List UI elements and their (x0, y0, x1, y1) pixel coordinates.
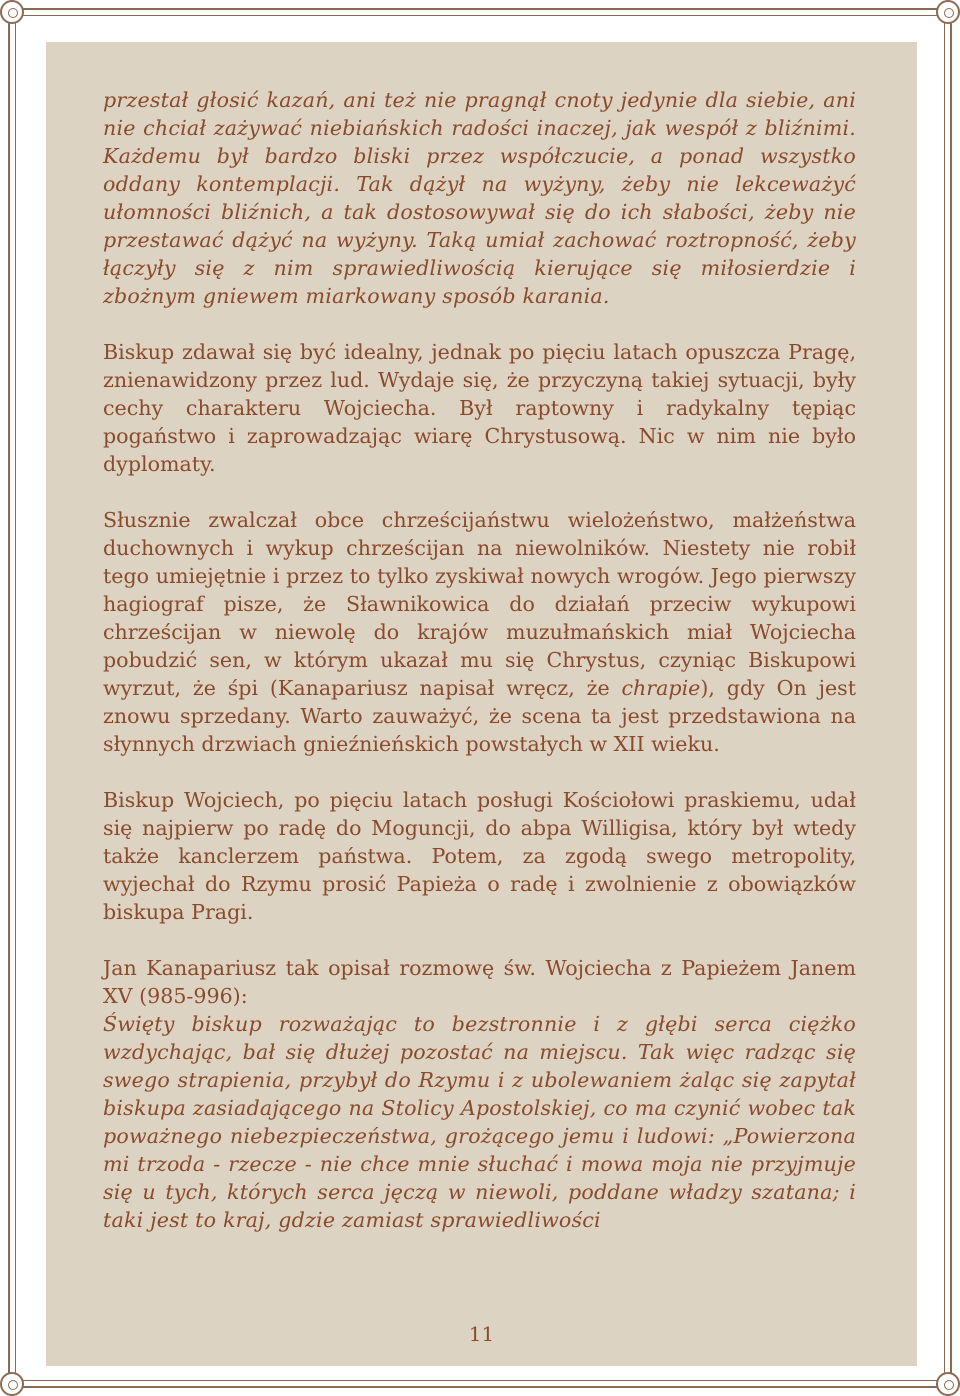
corner-ornament-bottom-left (0, 1372, 24, 1396)
corner-ornament-top-left (0, 0, 24, 24)
corner-ornament-bottom-right (936, 1372, 960, 1396)
corner-ornament-top-right (936, 0, 960, 24)
paragraph-3-italic-word: chrapie (621, 676, 701, 700)
paragraph-3 (103, 506, 856, 758)
page-number: 11 (468, 1322, 495, 1346)
paragraph-3-text-a: Słusznie zwalczał obce chrześcijaństwu wielożeństwo, małżeństwa duchownych i wykup chrześcijan na niewolników. Niestety nie robił tego umiejętnie i przez to tylko zyskiwał nowych wrogów. Jego pierwszy hagiograf pisze, że Sławnikowica do działań przeciw wykupowi chrześcijan w niewolę do krajów muzułmańskich miał Wojciecha pobudzić sen, w którym ukazał mu się Chrystus, czyniąc Biskupowi wyrzut, że śpi (Kanapariusz napisał wręcz, że (103, 508, 856, 700)
paragraph-1: przestał głosić kazań, ani też nie pragnął cnoty jedynie dla siebie, ani nie chciał zażywać niebiańskich radości inaczej, jak wespół z bliźnimi. Każdemu był bardzo bliski przez współczucie, a ponad wszystko oddany kontemplacji. Tak dążył na wyżyny, żeby nie lekceważyć ułomności bliźnich, a tak dostosowywał się do ich słabości, żeby nie przestawać dążyć na wyżyny. Taką umiał zachować roztropność, żeby łączyły się z nim sprawiedliwością kierujące się miłosierdzie i zbożnym gniewem miarkowany sposób karania. (103, 88, 856, 308)
paragraph-5: Jan Kanapariusz tak opisał rozmowę św. Wojciecha z Papieżem Janem XV (985-996): (103, 956, 856, 1008)
paragraph-4: Biskup Wojciech, po pięciu latach posługi Kościołowi praskiemu, udał się najpierw po radę do Moguncji, do abpa Willigisa, który był wtedy także kanclerzem państwa. Potem, za zgodą swego metropolity, wyjechał do Rzymu prosić Papieża o radę i zwolnienie z obowiązków biskupa Pragi. (103, 788, 856, 924)
paragraph-2: Biskup zdawał się być idealny, jednak po pięciu latach opuszcza Pragę, znienawidzony przez lud. Wydaje się, że przyczyną takiej sytuacji, były cechy charakteru Wojciecha. Był raptowny i radykalny tępiąc pogaństwo i zaprowadzając wiarę Chrystusową. Nic w nim nie było dyplomaty. (103, 340, 856, 476)
paragraph-3-text-b: ), gdy On jest znowu sprzedany. Warto zauważyć, że scena ta jest przedstawiona na słynnych drzwiach gnieźnieńskich powstałych w XII wieku. (103, 676, 856, 756)
paragraph-6-quote: Święty biskup rozważając to bezstronnie i z głębi serca ciężko wzdychając, bał się dłużej pozostać na miejscu. Tak więc radząc się swego strapienia, przybył do Rzymu i z ubolewaniem żaląc się zapytał biskupa zasiadającego na Stolicy Apostolskiej, co ma czynić wobec tak poważnego niebezpieczeństwa, grożącego jemu i ludowi: „Powierzona mi trzoda - rzecze - nie chce mnie słuchać i mowa moja nie przyjmuje się u tych, których serca jęczą w niewoli, poddane władzy szatana; i taki jest to kraj, gdzie zamiast sprawiedliwości (103, 1012, 856, 1232)
page-content (103, 86, 856, 1234)
page-paper (46, 42, 917, 1366)
